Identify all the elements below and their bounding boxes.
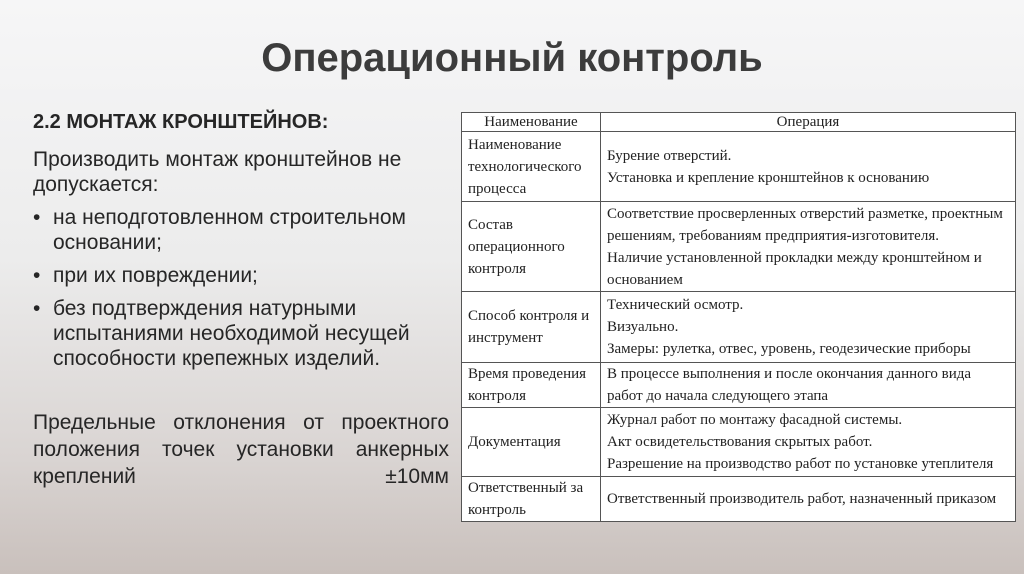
table-row (462, 202, 1016, 292)
operation-line: Визуально. (607, 319, 679, 335)
operation-line: Разрешение на производство работ по установке утеплителя (607, 456, 994, 472)
row-operations (601, 408, 1016, 477)
row-name: Время проведения контроля (462, 363, 601, 408)
operation-line: Ответственный производитель работ, назначенный приказом (607, 491, 997, 507)
bullet-item: • на неподготовленном строительном основании; (33, 205, 449, 255)
slide-title: Операционный контроль (261, 36, 763, 80)
table-row (462, 408, 1016, 477)
row-operations (601, 132, 1016, 202)
row-name: Ответственный за контроль (462, 477, 601, 522)
row-name: Способ контроля и инструмент (462, 292, 601, 363)
operation-line: Технический осмотр. (607, 297, 744, 313)
section-subtitle: 2.2 МОНТАЖ КРОНШТЕЙНОВ: (33, 111, 329, 133)
operation-line: Наличие установленной прокладки между кронштейном и основанием (607, 249, 982, 288)
header-name: Наименование (462, 113, 601, 132)
table-row (462, 477, 1016, 522)
row-operations (601, 363, 1016, 408)
left-text-block (33, 110, 449, 490)
operation-line: Журнал работ по монтажу фасадной системы. (607, 412, 903, 428)
row-name: Документация (462, 408, 601, 477)
operation-line: Замеры: рулетка, отвес, уровень, геодезические приборы (607, 341, 971, 357)
operation-line: Бурение отверстий. (607, 147, 732, 164)
operation-line: Соответствие просверленных отверстий разметке, проектным решениям, требованиям предприятия-изготовителя. (607, 205, 1003, 244)
bullet-item: • при их повреждении; (33, 263, 449, 288)
row-operations (601, 202, 1016, 292)
table-row (462, 132, 1016, 202)
operation-line: В процессе выполнения и после окончания данного вида работ до начала следующего этапа (607, 366, 972, 404)
row-operations (601, 292, 1016, 363)
operations-table (461, 112, 1016, 522)
intro-text: Производить монтаж кронштейнов не допускается: (33, 148, 402, 196)
table-row (462, 363, 1016, 408)
operation-line: Установка и крепление кронштейнов к основанию (607, 169, 930, 186)
row-name: Наименование технологического процесса (462, 132, 601, 202)
header-operation: Операция (601, 113, 1016, 132)
bullet-list (33, 205, 449, 371)
bullet-item: • без подтверждения натурными испытаниями необходимой несущей способности крепежных изделий. (33, 296, 449, 371)
operation-line: Акт освидетельствования скрытых работ. (607, 434, 873, 450)
table-row (462, 292, 1016, 363)
row-name: Состав операционного контроля (462, 202, 601, 292)
table-header-row (462, 113, 1016, 132)
row-operations (601, 477, 1016, 522)
tolerance-text: Предельные отклонения от проектного положения точек установки анкерных креплений ±10мм (33, 411, 449, 488)
